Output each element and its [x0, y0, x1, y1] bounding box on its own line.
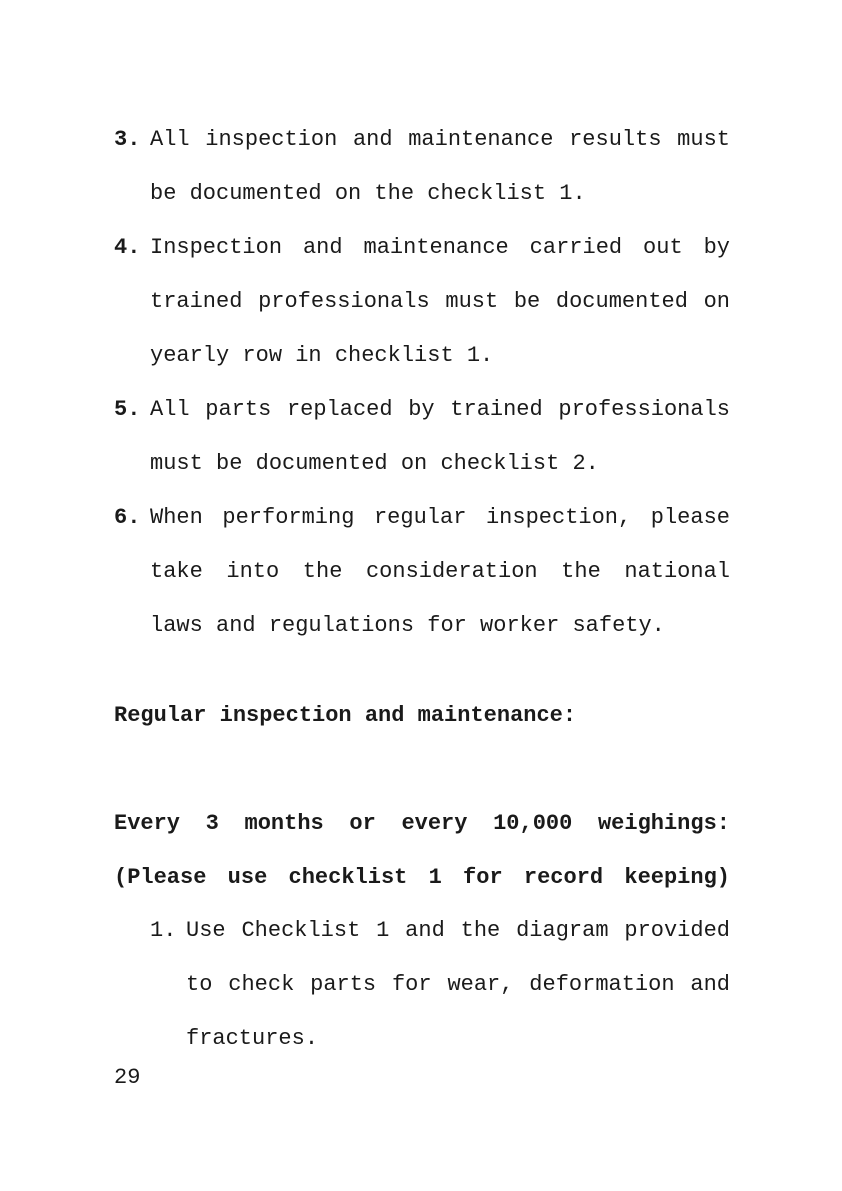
sub-list-item	[150, 904, 730, 1066]
item-number: 5.	[114, 397, 141, 422]
item-text: All parts replaced by trained professionals must be documented on checklist 2.	[150, 397, 730, 476]
list-item	[114, 491, 730, 653]
page-number: 29	[114, 1065, 141, 1090]
sub-item-number: 1.	[150, 918, 177, 943]
item-number: 3.	[114, 127, 141, 152]
item-text: All inspection and maintenance results must be documented on the checklist 1.	[150, 127, 730, 206]
sub-item-text: Use Checklist 1 and the diagram provided to check parts for wear, deformation and fractures.	[186, 918, 730, 1051]
interval-note: (Please use checklist 1 for record keeping)	[114, 865, 730, 890]
list-item	[114, 113, 730, 221]
item-text: Inspection and maintenance carried out by trained professionals must be documented on yearly row in checklist 1.	[150, 235, 730, 368]
item-number: 4.	[114, 235, 141, 260]
item-text: When performing regular inspection, please take into the consideration the national laws and regulations for worker safety.	[150, 505, 730, 638]
item-number: 6.	[114, 505, 141, 530]
section-heading: Regular inspection and maintenance:	[114, 703, 577, 728]
interval-heading: Every 3 months or every 10,000 weighings:	[114, 811, 730, 836]
list-item	[114, 221, 730, 383]
list-item	[114, 383, 730, 491]
